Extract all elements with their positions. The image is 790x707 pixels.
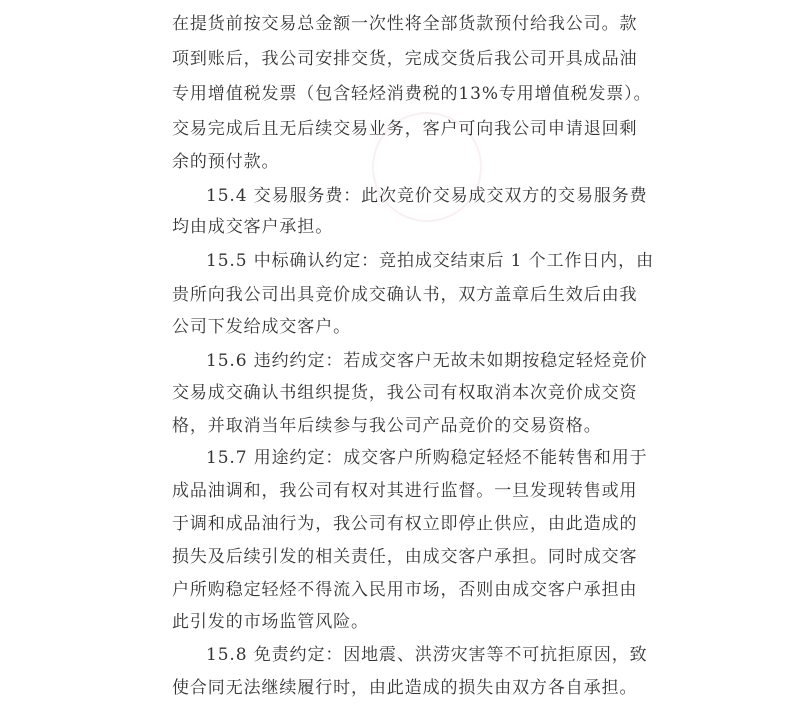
document-page <box>172 0 654 707</box>
text-line: 成品油调和，我公司有权对其进行监督。一旦发现转售或用 <box>172 481 638 501</box>
clause-15-7-heading-line: 15.7 用途约定：成交客户所购稳定轻烃不能转售和用于 <box>206 448 648 468</box>
text-line: 交易完成后且无后续交易业务，客户可向我公司申请退回剩 <box>172 119 638 139</box>
text-line: 公司下发给成交客户。 <box>172 317 351 337</box>
text-line: 项到账后，我公司安排交货，完成交货后我公司开具成品油 <box>172 49 638 69</box>
text-line: 损失及后续引发的相关责任，由成交客户承担。同时成交客 <box>172 547 638 567</box>
text-line: 余的预付款。 <box>172 152 280 172</box>
clause-15-6-heading-line: 15.6 违约约定：若成交客户无故未如期按稳定轻烃竞价 <box>206 351 648 371</box>
clause-15-8-heading-line: 15.8 免责约定：因地震、洪涝灾害等不可抗拒原因，致 <box>206 645 648 665</box>
clause-15-4-heading-line: 15.4 交易服务费：此次竞价交易成交双方的交易服务费 <box>206 186 648 206</box>
text-line: 此引发的市场监管风险。 <box>172 612 369 632</box>
text-line: 交易成交确认书组织提货，我公司有权取消本次竞价成交资 <box>172 383 638 403</box>
text-line: 于调和成品油行为，我公司有权立即停止供应，由此造成的 <box>172 514 638 534</box>
text-line: 专用增值税发票（包含轻烃消费税的13%专用增值税发票）。 <box>172 84 652 104</box>
text-line: 使合同无法继续履行时，由此造成的损失由双方各自承担。 <box>172 678 638 698</box>
text-line: 格，并取消当年后续参与我公司产品竞价的交易资格。 <box>172 416 602 436</box>
text-line: 在提货前按交易总金额一次性将全部货款预付给我公司。款 <box>172 14 638 34</box>
text-line: 贵所向我公司出具竞价成交确认书，双方盖章后生效后由我 <box>172 285 638 305</box>
clause-15-5-heading-line: 15.5 中标确认约定：竞拍成交结束后 1 个工作日内，由 <box>206 251 654 271</box>
text-line: 均由成交客户承担。 <box>172 217 334 237</box>
text-line: 户所购稳定轻烃不得流入民用市场，否则由成交客户承担由 <box>172 580 638 600</box>
